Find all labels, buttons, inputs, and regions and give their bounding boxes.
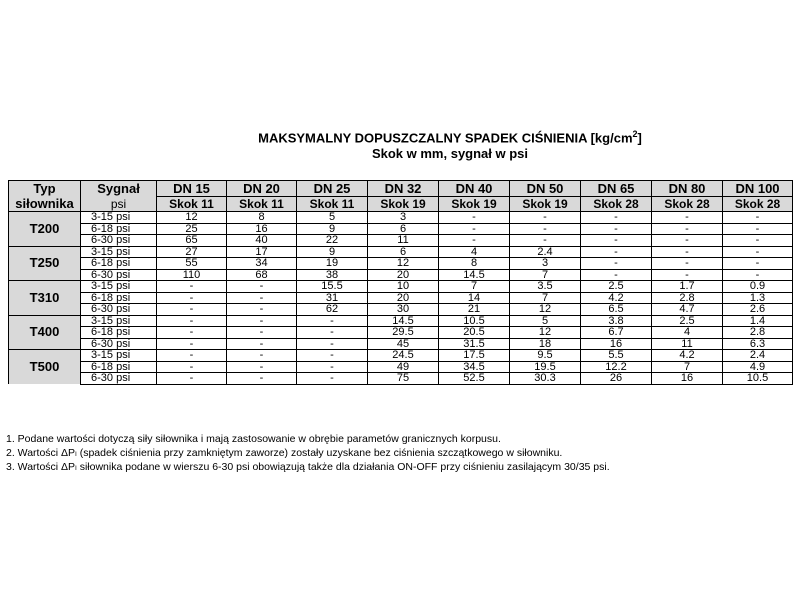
value-cell: - bbox=[227, 304, 297, 316]
value-cell: 62 bbox=[297, 304, 368, 316]
signal-cell: 3-15 psi bbox=[81, 350, 157, 362]
value-cell: 12 bbox=[157, 212, 227, 224]
value-cell: - bbox=[227, 373, 297, 385]
value-cell: - bbox=[297, 327, 368, 339]
value-cell: 30.3 bbox=[510, 373, 581, 385]
value-cell: 49 bbox=[368, 361, 439, 373]
value-cell: 14.5 bbox=[368, 315, 439, 327]
value-cell: 1.3 bbox=[723, 292, 793, 304]
value-cell: - bbox=[157, 327, 227, 339]
value-cell: - bbox=[581, 258, 652, 270]
value-cell: 3.5 bbox=[510, 281, 581, 293]
value-cell: - bbox=[723, 223, 793, 235]
value-cell: 5 bbox=[297, 212, 368, 224]
value-cell: - bbox=[723, 258, 793, 270]
header-dn-8: DN 100 bbox=[723, 181, 793, 197]
value-cell: - bbox=[157, 304, 227, 316]
value-cell: 22 bbox=[297, 235, 368, 247]
value-cell: 0.9 bbox=[723, 281, 793, 293]
header-stroke-5: Skok 19 bbox=[510, 197, 581, 212]
header-dn-4: DN 40 bbox=[439, 181, 510, 197]
value-cell: - bbox=[439, 223, 510, 235]
value-cell: 18 bbox=[510, 338, 581, 350]
value-cell: 11 bbox=[368, 235, 439, 247]
value-cell: 21 bbox=[439, 304, 510, 316]
value-cell: 38 bbox=[297, 269, 368, 281]
value-cell: 4.9 bbox=[723, 361, 793, 373]
pressure-drop-table bbox=[8, 180, 793, 385]
signal-cell: 3-15 psi bbox=[81, 246, 157, 258]
value-cell: - bbox=[157, 373, 227, 385]
value-cell: 3.8 bbox=[581, 315, 652, 327]
value-cell: 6 bbox=[368, 246, 439, 258]
table-row bbox=[9, 350, 793, 362]
value-cell: 10.5 bbox=[723, 373, 793, 385]
value-cell: 20.5 bbox=[439, 327, 510, 339]
header-dn-3: DN 32 bbox=[368, 181, 439, 197]
value-cell: 2.6 bbox=[723, 304, 793, 316]
table-row bbox=[9, 304, 793, 316]
value-cell: 3 bbox=[368, 212, 439, 224]
signal-cell: 6-30 psi bbox=[81, 373, 157, 385]
value-cell: 55 bbox=[157, 258, 227, 270]
table-row bbox=[9, 315, 793, 327]
value-cell: - bbox=[439, 212, 510, 224]
value-cell: - bbox=[439, 235, 510, 247]
value-cell: 7 bbox=[439, 281, 510, 293]
header-actuator-type: Typ siłownika bbox=[9, 181, 81, 212]
actuator-type-cell: T200 bbox=[9, 212, 81, 247]
value-cell: - bbox=[652, 223, 723, 235]
value-cell: - bbox=[723, 246, 793, 258]
value-cell: 12 bbox=[510, 327, 581, 339]
header-dn-5: DN 50 bbox=[510, 181, 581, 197]
value-cell: - bbox=[227, 327, 297, 339]
value-cell: 4.7 bbox=[652, 304, 723, 316]
header-stroke-0: Skok 11 bbox=[157, 197, 227, 212]
header-stroke-2: Skok 11 bbox=[297, 197, 368, 212]
table-row bbox=[9, 258, 793, 270]
value-cell: 4 bbox=[652, 327, 723, 339]
value-cell: - bbox=[581, 269, 652, 281]
value-cell: - bbox=[157, 350, 227, 362]
actuator-type-cell: T310 bbox=[9, 281, 81, 316]
value-cell: 2.8 bbox=[652, 292, 723, 304]
value-cell: 4.2 bbox=[581, 292, 652, 304]
signal-cell: 6-18 psi bbox=[81, 361, 157, 373]
table-row bbox=[9, 373, 793, 385]
value-cell: 20 bbox=[368, 292, 439, 304]
value-cell: 9 bbox=[297, 246, 368, 258]
value-cell: 7 bbox=[652, 361, 723, 373]
header-stroke-7: Skok 28 bbox=[652, 197, 723, 212]
value-cell: 24.5 bbox=[368, 350, 439, 362]
table-row bbox=[9, 246, 793, 258]
header-signal: Sygnał bbox=[81, 181, 157, 197]
value-cell: - bbox=[723, 269, 793, 281]
value-cell: 14.5 bbox=[439, 269, 510, 281]
value-cell: - bbox=[227, 292, 297, 304]
header-signal-unit: psi bbox=[81, 197, 157, 212]
value-cell: 45 bbox=[368, 338, 439, 350]
value-cell: - bbox=[297, 350, 368, 362]
header-stroke-8: Skok 28 bbox=[723, 197, 793, 212]
page-subtitle: Skok w mm, sygnał w psi bbox=[371, 146, 529, 162]
value-cell: - bbox=[297, 361, 368, 373]
value-cell: 9.5 bbox=[510, 350, 581, 362]
actuator-type-cell: T500 bbox=[9, 350, 81, 385]
value-cell: 29.5 bbox=[368, 327, 439, 339]
value-cell: 12 bbox=[368, 258, 439, 270]
header-stroke-3: Skok 19 bbox=[368, 197, 439, 212]
table-row bbox=[9, 269, 793, 281]
table-row bbox=[9, 327, 793, 339]
value-cell: - bbox=[652, 212, 723, 224]
value-cell: 11 bbox=[652, 338, 723, 350]
value-cell: 6.7 bbox=[581, 327, 652, 339]
value-cell: 7 bbox=[510, 269, 581, 281]
table-row bbox=[9, 361, 793, 373]
header-dn-2: DN 25 bbox=[297, 181, 368, 197]
value-cell: 2.5 bbox=[581, 281, 652, 293]
value-cell: 25 bbox=[157, 223, 227, 235]
value-cell: 2.4 bbox=[723, 350, 793, 362]
value-cell: 10 bbox=[368, 281, 439, 293]
value-cell: 1.7 bbox=[652, 281, 723, 293]
signal-cell: 6-30 psi bbox=[81, 338, 157, 350]
table-row bbox=[9, 212, 793, 224]
value-cell: 52.5 bbox=[439, 373, 510, 385]
value-cell: 12 bbox=[510, 304, 581, 316]
value-cell: 16 bbox=[227, 223, 297, 235]
value-cell: - bbox=[227, 338, 297, 350]
value-cell: 6 bbox=[368, 223, 439, 235]
value-cell: 4 bbox=[439, 246, 510, 258]
value-cell: 5.5 bbox=[581, 350, 652, 362]
value-cell: - bbox=[157, 281, 227, 293]
value-cell: 65 bbox=[157, 235, 227, 247]
value-cell: - bbox=[157, 361, 227, 373]
value-cell: 4.2 bbox=[652, 350, 723, 362]
value-cell: 2.8 bbox=[723, 327, 793, 339]
footnote: 1. Podane wartości dotyczą siły siłownika i mają zastosowanie w obrębie parametów granicznych korpusu. bbox=[6, 433, 501, 445]
header-stroke-1: Skok 11 bbox=[227, 197, 297, 212]
value-cell: - bbox=[227, 281, 297, 293]
value-cell: 34.5 bbox=[439, 361, 510, 373]
signal-cell: 3-15 psi bbox=[81, 315, 157, 327]
actuator-type-cell: T250 bbox=[9, 246, 81, 281]
header-dn-1: DN 20 bbox=[227, 181, 297, 197]
value-cell: - bbox=[581, 246, 652, 258]
value-cell: 75 bbox=[368, 373, 439, 385]
value-cell: 3 bbox=[510, 258, 581, 270]
value-cell: - bbox=[510, 212, 581, 224]
table-row bbox=[9, 235, 793, 247]
value-cell: - bbox=[652, 269, 723, 281]
value-cell: - bbox=[652, 258, 723, 270]
value-cell: 31 bbox=[297, 292, 368, 304]
value-cell: 7 bbox=[510, 292, 581, 304]
table-row bbox=[9, 292, 793, 304]
value-cell: - bbox=[723, 212, 793, 224]
value-cell: 19.5 bbox=[510, 361, 581, 373]
signal-cell: 6-18 psi bbox=[81, 327, 157, 339]
value-cell: 9 bbox=[297, 223, 368, 235]
value-cell: 31.5 bbox=[439, 338, 510, 350]
value-cell: 15.5 bbox=[297, 281, 368, 293]
value-cell: - bbox=[581, 212, 652, 224]
value-cell: - bbox=[652, 246, 723, 258]
value-cell: 8 bbox=[227, 212, 297, 224]
value-cell: 12.2 bbox=[581, 361, 652, 373]
value-cell: 68 bbox=[227, 269, 297, 281]
value-cell: 16 bbox=[581, 338, 652, 350]
value-cell: - bbox=[581, 235, 652, 247]
header-stroke-4: Skok 19 bbox=[439, 197, 510, 212]
value-cell: 2.4 bbox=[510, 246, 581, 258]
value-cell: 110 bbox=[157, 269, 227, 281]
value-cell: 1.4 bbox=[723, 315, 793, 327]
value-cell: - bbox=[510, 235, 581, 247]
value-cell: - bbox=[157, 292, 227, 304]
value-cell: 6.5 bbox=[581, 304, 652, 316]
signal-cell: 6-30 psi bbox=[81, 304, 157, 316]
table-row bbox=[9, 281, 793, 293]
value-cell: - bbox=[227, 350, 297, 362]
value-cell: 10.5 bbox=[439, 315, 510, 327]
header-stroke-6: Skok 28 bbox=[581, 197, 652, 212]
value-cell: - bbox=[510, 223, 581, 235]
value-cell: - bbox=[227, 361, 297, 373]
signal-cell: 3-15 psi bbox=[81, 212, 157, 224]
value-cell: 26 bbox=[581, 373, 652, 385]
value-cell: - bbox=[581, 223, 652, 235]
signal-cell: 6-18 psi bbox=[81, 223, 157, 235]
header-dn-0: DN 15 bbox=[157, 181, 227, 197]
footnotes bbox=[6, 432, 610, 474]
signal-cell: 6-18 psi bbox=[81, 292, 157, 304]
footnote: 3. Wartości ΔPₗ siłownika podane w wierszu 6-30 psi obowiązują także dla działania ON-OFF przy ciśnieniu zasilającym 30/35 psi. bbox=[6, 461, 610, 473]
value-cell: 2.5 bbox=[652, 315, 723, 327]
footnote: 2. Wartości ΔPₗ (spadek ciśnienia przy zamkniętym zaworze) zostały uzyskane bez ciśnienia szczątkowego w siłowniku. bbox=[6, 447, 563, 459]
header-dn-6: DN 65 bbox=[581, 181, 652, 197]
value-cell: - bbox=[723, 235, 793, 247]
value-cell: 27 bbox=[157, 246, 227, 258]
signal-cell: 6-18 psi bbox=[81, 258, 157, 270]
value-cell: 6.3 bbox=[723, 338, 793, 350]
title-block bbox=[0, 126, 800, 162]
value-cell: - bbox=[297, 338, 368, 350]
actuator-type-cell: T400 bbox=[9, 315, 81, 350]
table-row bbox=[9, 223, 793, 235]
signal-cell: 6-30 psi bbox=[81, 269, 157, 281]
value-cell: - bbox=[227, 315, 297, 327]
value-cell: 8 bbox=[439, 258, 510, 270]
table-row bbox=[9, 338, 793, 350]
value-cell: - bbox=[297, 315, 368, 327]
value-cell: 17.5 bbox=[439, 350, 510, 362]
value-cell: 19 bbox=[297, 258, 368, 270]
value-cell: 16 bbox=[652, 373, 723, 385]
value-cell: 40 bbox=[227, 235, 297, 247]
value-cell: - bbox=[157, 315, 227, 327]
value-cell: 30 bbox=[368, 304, 439, 316]
value-cell: 20 bbox=[368, 269, 439, 281]
value-cell: 34 bbox=[227, 258, 297, 270]
value-cell: 17 bbox=[227, 246, 297, 258]
value-cell: 5 bbox=[510, 315, 581, 327]
value-cell: - bbox=[652, 235, 723, 247]
value-cell: - bbox=[157, 338, 227, 350]
signal-cell: 3-15 psi bbox=[81, 281, 157, 293]
header-dn-7: DN 80 bbox=[652, 181, 723, 197]
page-title: MAKSYMALNY DOPUSZCZALNY SPADEK CIŚNIENIA $[kg/cm^2]$ bbox=[258, 129, 642, 146]
signal-cell: 6-30 psi bbox=[81, 235, 157, 247]
value-cell: 14 bbox=[439, 292, 510, 304]
value-cell: - bbox=[297, 373, 368, 385]
